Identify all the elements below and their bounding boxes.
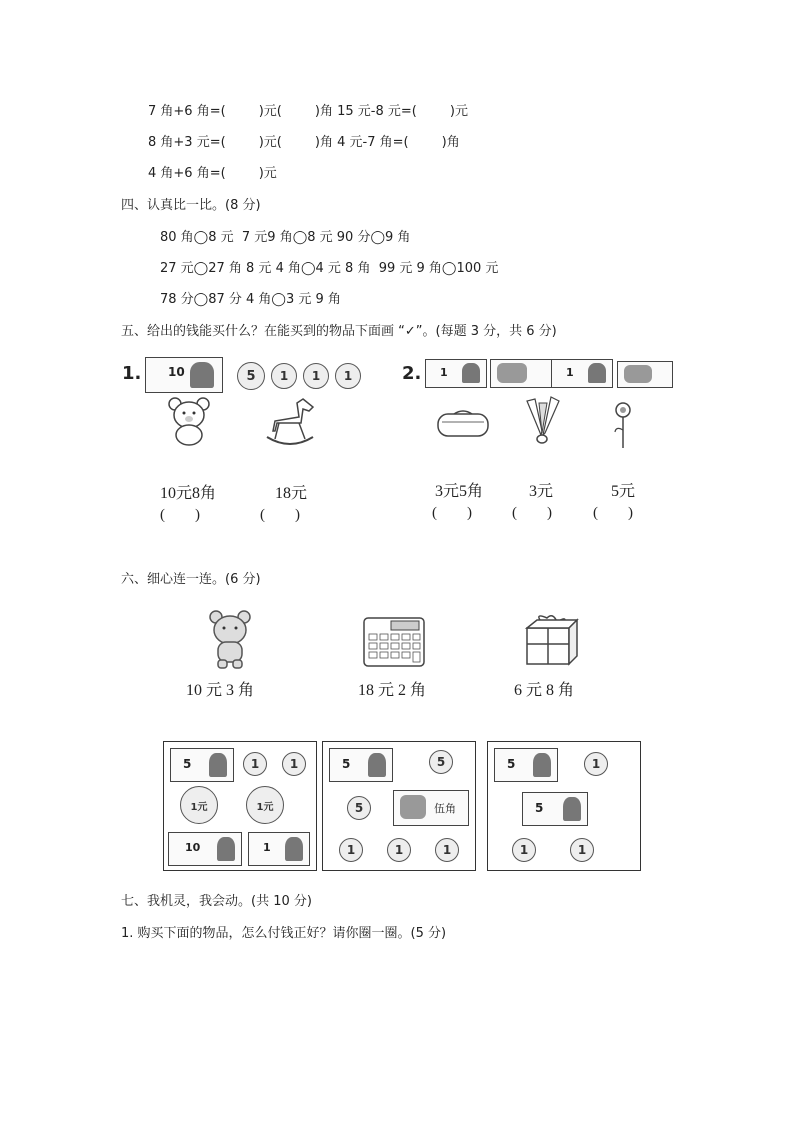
- price-label: 18 元 2 角: [358, 682, 427, 699]
- ten-yuan-note: [168, 832, 242, 866]
- answer-blank[interactable]: ( ): [260, 507, 300, 523]
- one-yuan-note: [551, 359, 613, 388]
- coin-1jiao: [512, 838, 536, 862]
- one-yuan-note: [248, 832, 310, 866]
- compare-row-1: 80 角◯8 元 7 元9 角◯8 元 90 分◯9 角: [160, 230, 411, 245]
- answer-blank[interactable]: ( ): [160, 507, 200, 523]
- one-yuan-note-back: [617, 361, 673, 388]
- coin-value: 5: [246, 368, 256, 384]
- five-jiao-note: [329, 748, 393, 782]
- section4-heading: 四、认真比一比。(8 分): [121, 198, 261, 213]
- compare-row-3: 78 分◯87 分 4 角◯3 元 9 角: [160, 292, 341, 307]
- note-value: 5: [183, 757, 192, 771]
- coin-value: 1: [394, 843, 404, 857]
- portrait-icon: [209, 753, 227, 777]
- coin-5jiao: [237, 362, 265, 390]
- five-jiao-note-back: [393, 790, 469, 826]
- shuttlecock-icon: [521, 395, 563, 447]
- portrait-icon: [368, 753, 386, 777]
- question-1-label: 1.: [122, 363, 142, 384]
- coin-1jiao: [584, 752, 608, 776]
- compare-row-2: 27 元◯27 角 8 元 4 角◯4 元 8 角 99 元 9 角◯100 元: [160, 261, 499, 276]
- answer-blank[interactable]: ( ): [593, 505, 633, 521]
- equation-line-1: 7 角+6 角=( )元( )角 15 元-8 元=( )元: [148, 104, 468, 119]
- portrait-icon: [217, 837, 235, 861]
- portrait-icon: [588, 363, 606, 383]
- flower-icon: [612, 400, 634, 450]
- five-jiao-note: [494, 748, 558, 782]
- portrait-icon: [563, 797, 581, 821]
- portrait-icon: [533, 753, 551, 777]
- ten-yuan-note: [145, 357, 223, 393]
- coin-value: 1: [343, 369, 353, 383]
- portrait-icon: [462, 363, 480, 383]
- pencil-case-icon: [436, 408, 490, 438]
- coin-value: 1: [346, 843, 356, 857]
- coin-5jiao: [429, 750, 453, 774]
- answer-blank[interactable]: ( ): [512, 505, 552, 521]
- coin-value: 1: [442, 843, 452, 857]
- note-value: 5: [507, 757, 516, 771]
- money-panel-a[interactable]: [163, 741, 317, 871]
- calculator-icon: [363, 617, 425, 667]
- portrait-icon: [285, 837, 303, 861]
- coin-1jiao: [303, 363, 329, 389]
- teddy-bear-icon: [165, 395, 213, 447]
- rocking-horse-icon: [263, 395, 317, 447]
- price-label: 6 元 8 角: [514, 682, 575, 699]
- answer-blank[interactable]: ( ): [432, 505, 472, 521]
- coin-value: 1: [311, 369, 321, 383]
- coin-1jiao: [243, 752, 267, 776]
- coin-value: 1: [279, 369, 289, 383]
- section5-heading: 五、给出的钱能买什么？在能买到的物品下面画 “✓”。(每题 3 分，共 6 分): [121, 324, 557, 339]
- note-value: 1: [263, 841, 271, 854]
- note-value: 1: [440, 366, 448, 379]
- note-value: 10: [168, 365, 185, 379]
- bear-icon: [206, 608, 254, 670]
- coin-value: 1: [289, 757, 299, 771]
- one-yuan-note: [425, 359, 487, 388]
- coin-5jiao: [347, 796, 371, 820]
- question-7-1: 1. 购买下面的物品，怎么付钱正好？请你圈一圈。(5 分): [121, 926, 447, 941]
- flower-pattern-icon: [624, 365, 652, 383]
- section6-heading: 六、细心连一连。(6 分): [121, 572, 261, 587]
- money-panel-b[interactable]: [322, 741, 476, 871]
- coin-1jiao: [282, 752, 306, 776]
- price-label: 3元: [529, 483, 554, 500]
- coin-value: 1: [519, 843, 529, 857]
- coin-1jiao: [435, 838, 459, 862]
- five-jiao-note: [522, 792, 588, 826]
- portrait-icon: [190, 362, 214, 388]
- note-value: 1: [566, 366, 574, 379]
- coin-value: 1: [577, 843, 587, 857]
- coin-1jiao: [335, 363, 361, 389]
- coin-1jiao: [339, 838, 363, 862]
- coin-1yuan: [246, 786, 284, 824]
- note-value: 伍角: [434, 802, 456, 815]
- section7-heading: 七、我机灵，我会动。(共 10 分): [121, 894, 312, 909]
- five-jiao-note: [170, 748, 234, 782]
- coin-value: 5: [436, 755, 446, 769]
- equation-line-2: 8 角+3 元=( )元( )角 4 元-7 角=( )角: [148, 135, 460, 150]
- note-value: 10: [185, 841, 201, 854]
- coin-value: 5: [354, 801, 364, 815]
- price-label: 10 元 3 角: [186, 682, 255, 699]
- flower-pattern-icon: [497, 363, 527, 383]
- price-label: 10元8角: [160, 485, 217, 502]
- price-label: 18元: [275, 485, 308, 502]
- coin-value: 1元: [190, 801, 208, 813]
- coin-1jiao: [271, 363, 297, 389]
- one-yuan-note-back: [490, 359, 552, 388]
- price-label: 3元5角: [435, 483, 484, 500]
- flower-pattern-icon: [400, 795, 426, 819]
- coin-1jiao: [570, 838, 594, 862]
- equation-line-3: 4 角+6 角=( )元: [148, 166, 277, 181]
- note-value: 5: [342, 757, 351, 771]
- coin-1yuan: [180, 786, 218, 824]
- gift-box-icon: [523, 610, 579, 668]
- money-panel-c[interactable]: [487, 741, 641, 871]
- coin-value: 1: [591, 757, 601, 771]
- coin-value: 1: [250, 757, 260, 771]
- coin-1jiao: [387, 838, 411, 862]
- coin-value: 1元: [256, 801, 274, 813]
- note-value: 5: [535, 801, 544, 815]
- question-2-label: 2.: [402, 363, 422, 384]
- price-label: 5元: [611, 483, 636, 500]
